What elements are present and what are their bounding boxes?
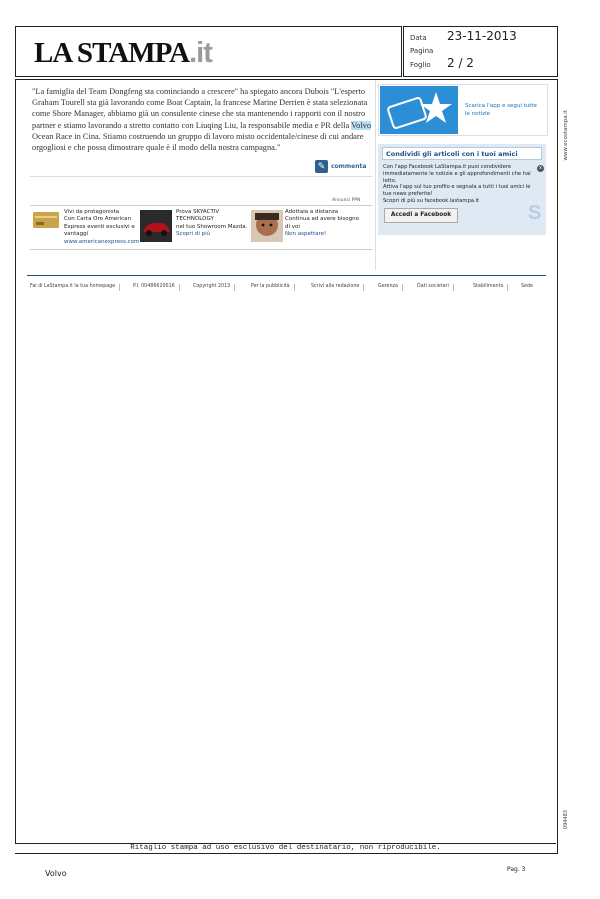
ad-line: vantaggi: [64, 231, 89, 238]
foglio-label: Foglio: [410, 61, 431, 69]
ad-line: nel tuo Showroom Mazda.: [176, 223, 248, 230]
ads-label: Annunci PPN: [332, 198, 361, 203]
ad-line: Con Carta Oro American: [64, 216, 131, 223]
pencil-icon: ✎: [315, 160, 328, 173]
share-panel: [378, 144, 546, 235]
article-highlight: Volvo: [351, 120, 372, 130]
footer-link[interactable]: Fai di LaStampa.it la tua homepage: [30, 284, 120, 291]
pagina-label: Pagina: [410, 47, 434, 55]
side-website: www.ecostampa.it: [563, 110, 569, 161]
ad-mazda[interactable]: [176, 209, 247, 239]
foglio-value: 2 / 2: [447, 56, 474, 70]
logo-box: [15, 26, 402, 77]
article-text: [32, 86, 372, 153]
data-label: Data: [410, 34, 427, 42]
ad-line: Continua ad avere bisogno: [285, 216, 359, 223]
banner-text: Scarica l'app e segui tutte le notizie: [465, 103, 537, 117]
ad-line: Prova SKYACTIV: [176, 209, 220, 215]
ad-link[interactable]: www.americanexpress.com: [64, 238, 140, 245]
page-number: Pag. 3: [507, 866, 526, 873]
close-icon[interactable]: x: [537, 165, 544, 172]
smartphone-star-icon: [380, 86, 458, 134]
share-body: Con l'app Facebook LaStampa.it puoi condividere immediatamente le notizie e gli approfondimenti che hai letto. Attiva l'app sul tuo profilo e segnala a tutti i tuoi amici le tue news preferite! Scopri di più su facebook.lastampa.it: [383, 164, 531, 204]
la-stampa-logo: LA STAMPA.it: [34, 37, 212, 69]
footer-link[interactable]: Scrivi alla redazione: [311, 284, 364, 291]
clipping-caption: Ritaglio stampa ad uso esclusivo del destinatario, non riproducibile.: [15, 843, 556, 853]
footer-link[interactable]: Stabilimento: [473, 284, 508, 291]
separator: [30, 176, 372, 177]
article-text-after: Ocean Race in Cina. Stiamo costruendo un gruppo di lavoro misto occidentale/cinese di cui andare orgogliosi e che possa dimostrare quale è il modo della nostra campagna.": [32, 131, 364, 153]
facebook-login-button[interactable]: Accedi a Facebook: [384, 208, 458, 223]
footer-link[interactable]: Gerenza: [378, 284, 403, 291]
ad-adoption[interactable]: [285, 209, 359, 239]
side-code: 094483: [563, 810, 569, 830]
footer-link[interactable]: Dati societari: [417, 284, 454, 291]
ad-link[interactable]: Scopri di più: [176, 231, 211, 238]
footer-link[interactable]: P.I. 00486620016: [133, 284, 180, 291]
data-value: 23-11-2013: [447, 29, 517, 43]
ad-line: TECHNOLOGY: [176, 216, 214, 223]
credit-card-image[interactable]: [33, 210, 59, 230]
social-s-icon: S: [528, 202, 542, 224]
comment-label: commenta: [331, 163, 367, 170]
ad-line: Adottala a distanza: [285, 209, 339, 215]
footer-link[interactable]: Copyright 2013: [193, 284, 235, 291]
footer-links: [27, 282, 546, 292]
footer-link[interactable]: Per la pubblicità: [251, 284, 295, 291]
separator: [30, 249, 372, 250]
child-photo[interactable]: [251, 210, 283, 242]
comment-link[interactable]: [315, 160, 366, 173]
separator: [30, 205, 372, 206]
topic-label: Volvo: [45, 869, 67, 878]
column-divider: [375, 80, 376, 270]
footer-divider: [27, 275, 546, 276]
meta-box: [403, 26, 558, 77]
ad-link[interactable]: Non aspettare!: [285, 231, 327, 238]
footer-link[interactable]: Sede: [521, 284, 533, 289]
share-title: Condividi gli articoli con i tuoi amici: [382, 147, 542, 160]
article-text-before: "La famiglia del Team Dongfeng sta cominciando a crescere" ha spiegato ancora Dubois "L'esperto Graham Tourell sta già lavorando come Boat Captain, la francese Marine Derrien è stata selezionata come Shore Manager, abbiamo già un consulente cinese che sta mantenendo i rapporti con il nostro partner e stiamo lavorando a stretto contatto con Liuqing Liu, la responsabile media e PR della: [32, 87, 368, 130]
ad-line: Vivi da protagonista: [64, 209, 120, 215]
car-image[interactable]: [140, 210, 172, 242]
ad-amex[interactable]: [64, 209, 139, 246]
ad-line: di voi: [285, 223, 300, 230]
app-banner[interactable]: [378, 84, 548, 136]
ad-line: Express eventi esclusivi e: [64, 223, 135, 230]
